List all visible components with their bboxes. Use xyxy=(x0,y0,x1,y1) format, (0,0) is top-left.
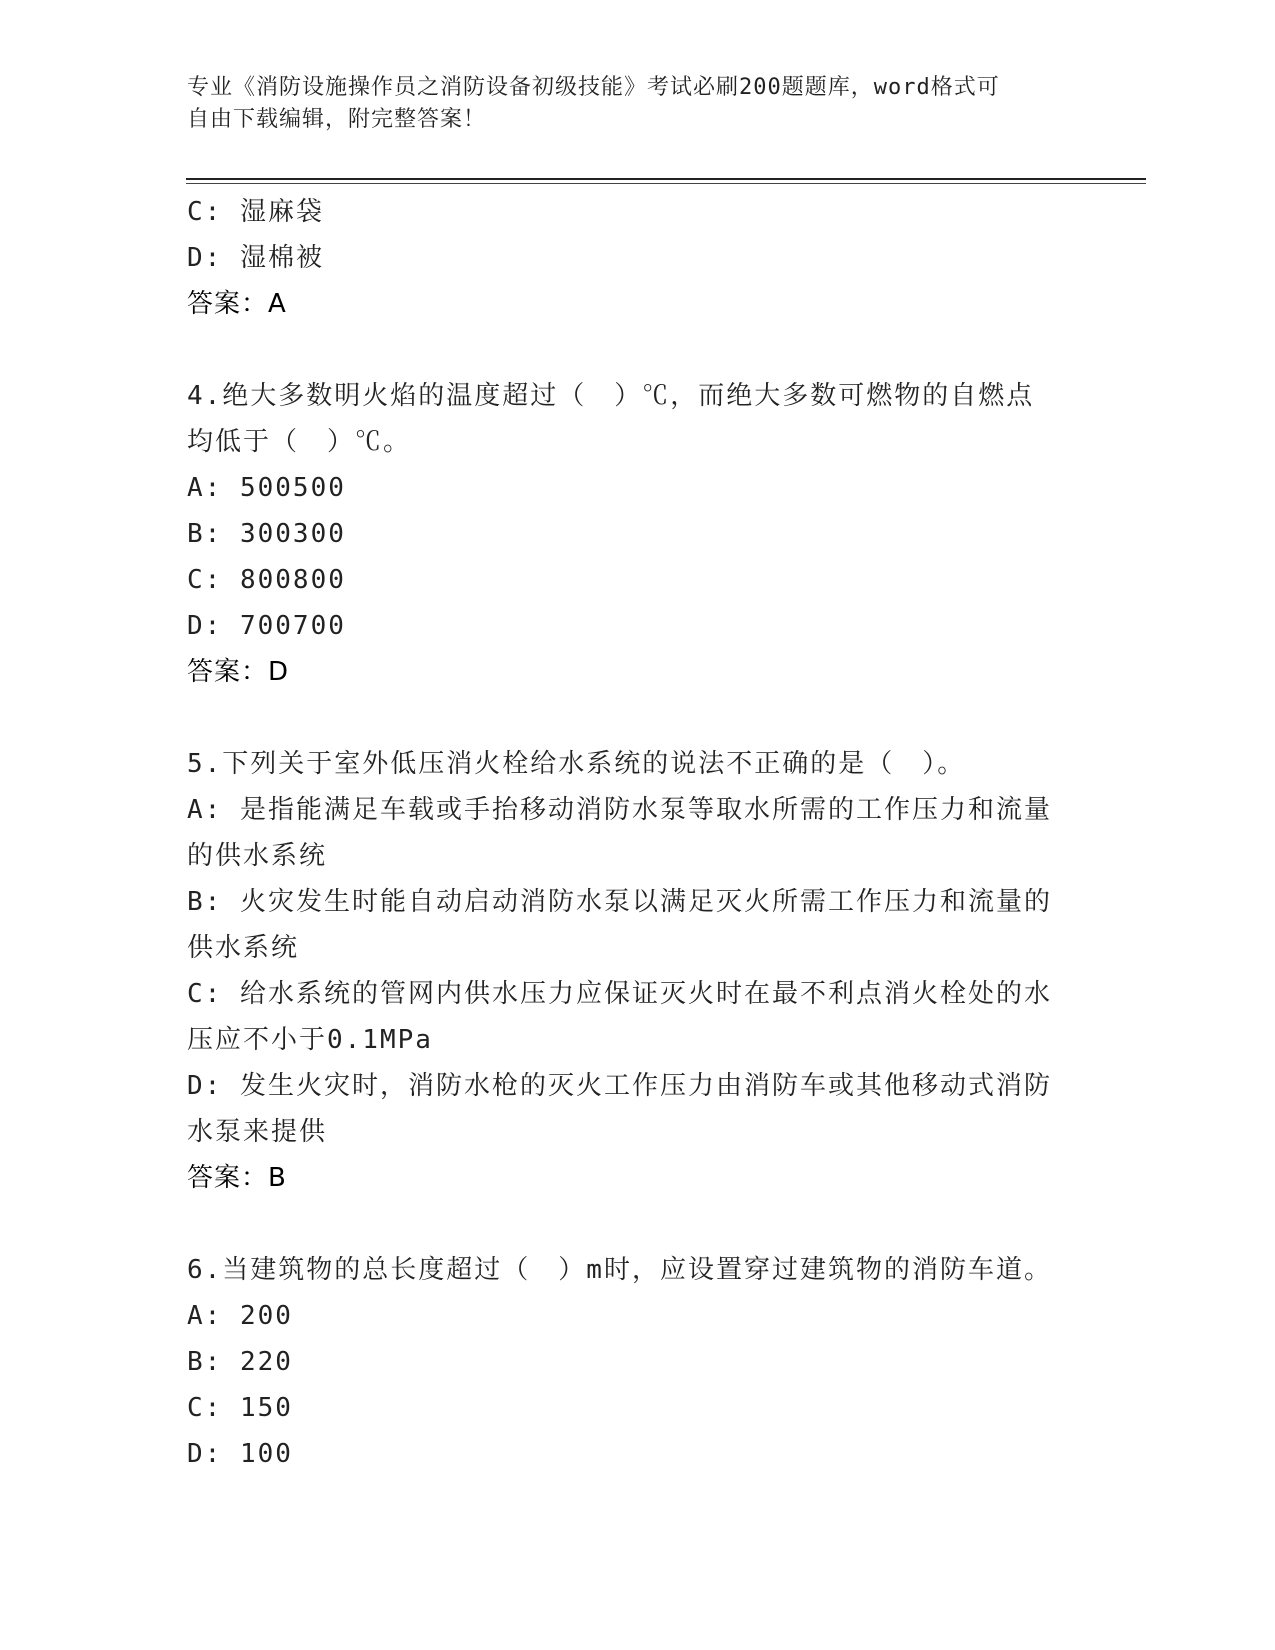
spacer xyxy=(187,695,1067,741)
header-divider-thick xyxy=(186,178,1146,180)
header-title-line-2: 自由下载编辑，附完整答案！ xyxy=(187,107,487,132)
spacer xyxy=(187,327,1067,373)
option-a-line-2: 的供水系统 xyxy=(187,841,328,871)
option-a: A: 500500 xyxy=(187,473,346,503)
option-d-line-1: D: 发生火灾时，消防水枪的灭火工作压力由消防车或其他移动式消防 xyxy=(187,1071,1052,1101)
option-a: A: 200 xyxy=(187,1301,293,1331)
option-c-line-2: 压应不小于0.1MPa xyxy=(187,1025,433,1055)
answer-line: 答案：D xyxy=(187,657,290,687)
option-c: C: 湿麻袋 xyxy=(187,197,324,227)
answer-line: 答案：B xyxy=(187,1163,287,1193)
option-b-line-1: B: 火灾发生时能自动启动消防水泵以满足灭火所需工作压力和流量的 xyxy=(187,887,1052,917)
option-a-line-1: A: 是指能满足车载或手抬移动消防水泵等取水所需的工作压力和流量 xyxy=(187,795,1052,825)
option-c: C: 150 xyxy=(187,1393,293,1423)
option-b: B: 220 xyxy=(187,1347,293,1377)
question-6 xyxy=(187,1247,1067,1477)
header-divider-thin xyxy=(186,183,1146,184)
document-header xyxy=(187,72,1087,136)
header-title-line-1: 专业《消防设施操作员之消防设备初级技能》考试必刷200题题库，word格式可 xyxy=(187,75,1000,100)
option-d: D: 700700 xyxy=(187,611,346,641)
option-d: D: 100 xyxy=(187,1439,293,1469)
answer-line: 答案：A xyxy=(187,289,287,319)
question-3-tail xyxy=(187,189,1067,327)
option-d: D: 湿棉被 xyxy=(187,243,324,273)
question-stem: 5.下列关于室外低压消火栓给水系统的说法不正确的是（ ）。 xyxy=(187,749,966,779)
option-c: C: 800800 xyxy=(187,565,346,595)
question-5 xyxy=(187,741,1067,1201)
option-b-line-2: 供水系统 xyxy=(187,933,300,963)
question-stem-line-2: 均低于（ ）℃。 xyxy=(187,427,412,457)
question-4 xyxy=(187,373,1067,695)
question-list xyxy=(187,189,1067,1477)
question-stem-line-1: 4.绝大多数明火焰的温度超过（ ）℃，而绝大多数可燃物的自燃点 xyxy=(187,381,1035,411)
option-d-line-2: 水泵来提供 xyxy=(187,1117,328,1147)
option-c-line-1: C: 给水系统的管网内供水压力应保证灭火时在最不利点消火栓处的水 xyxy=(187,979,1052,1009)
question-stem: 6.当建筑物的总长度超过（ ）m时，应设置穿过建筑物的消防车道。 xyxy=(187,1255,1052,1285)
option-b: B: 300300 xyxy=(187,519,346,549)
spacer xyxy=(187,1201,1067,1247)
